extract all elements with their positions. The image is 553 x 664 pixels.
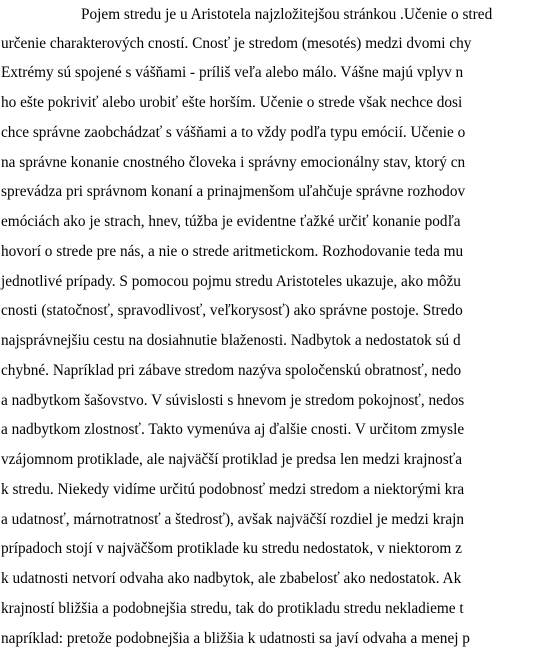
- text-line-22: napríklad: pretože podobnejšia a bližšia k udatnosti sa javí odvaha a menej p: [1, 630, 470, 647]
- text-line-21: krajností bližšia a podobnejšia stredu, tak do protikladu stredu nekladieme t: [1, 600, 464, 617]
- text-line-16: vzájomnom protiklade, ale najväčší protiklad je predsa len medzi krajnosťa: [1, 451, 463, 468]
- text-line-19: prípadoch stojí v najväčšom protiklade ku stredu nedostatok, v niektorom z: [1, 540, 462, 557]
- text-line-15: a nadbytkom zlostnosť. Takto vymenúva aj ďalšie cnosti. V určitom zmysle: [1, 421, 465, 438]
- text-line-4: ho ešte pokriviť alebo urobiť ešte horším. Učenie o strede však nechce dosi: [1, 94, 463, 111]
- text-line-6: na správne konanie cnostného človeka i správny emocionálny stav, ktorý cn: [1, 154, 466, 171]
- text-line-5: chce správne zaobchádzať s vášňami a to vždy podľa typu emócií. Učenie o: [1, 124, 466, 141]
- text-line-3: Extrémy sú spojené s vášňami - príliš veľa alebo málo. Vášne majú vplyv n: [1, 64, 464, 81]
- text-line-8: emóciách ako je strach, hnev, túžba je evidentne ťažké určiť konanie podľa: [1, 213, 461, 230]
- text-line-9: hovorí o strede pre nás, a nie o strede aritmetickom. Rozhodovanie teda mu: [1, 243, 464, 260]
- text-line-20: k udatnosti netvorí odvaha ako nadbytok, ale zbabelosť ako nedostatok. Ak: [1, 570, 462, 587]
- text-line-7: sprevádza pri správnom konaní a prinajmenšom uľahčuje správne rozhodov: [1, 183, 466, 200]
- text-line-18: a udatnosť, márnotratnosť a štedrosť), avšak najväčší rozdiel je medzi krajn: [1, 511, 465, 528]
- text-line-13: chybné. Napríklad pri zábave stredom nazýva spoločenskú obratnosť, nedo: [1, 362, 462, 379]
- text-line-1: Pojem stredu je u Aristotela najzložitejšou stránkou .Učenie o stred: [81, 6, 493, 23]
- text-line-2: určenie charakterových cností. Cnosť je stredom (mesotés) medzi dvomi chy: [1, 35, 472, 52]
- text-line-14: a nadbytkom šašovstvo. V súvislosti s hnevom je stredom pokojnosť, nedos: [1, 392, 465, 409]
- text-line-10: jednotlivé prípady. S pomocou pojmu stredu Aristoteles ukazuje, ako môžu: [1, 273, 461, 290]
- text-line-11: cnosti (statočnosť, spravodlivosť, veľkorysosť) ako správne postoje. Stredo: [1, 302, 463, 319]
- text-line-12: najsprávnejšiu cestu na dosiahnutie blaženosti. Nadbytok a nedostatok sú d: [1, 332, 461, 349]
- text-line-17: k stredu. Niekedy vidíme určitú podobnosť medzi stredom a niektorými kra: [1, 481, 465, 498]
